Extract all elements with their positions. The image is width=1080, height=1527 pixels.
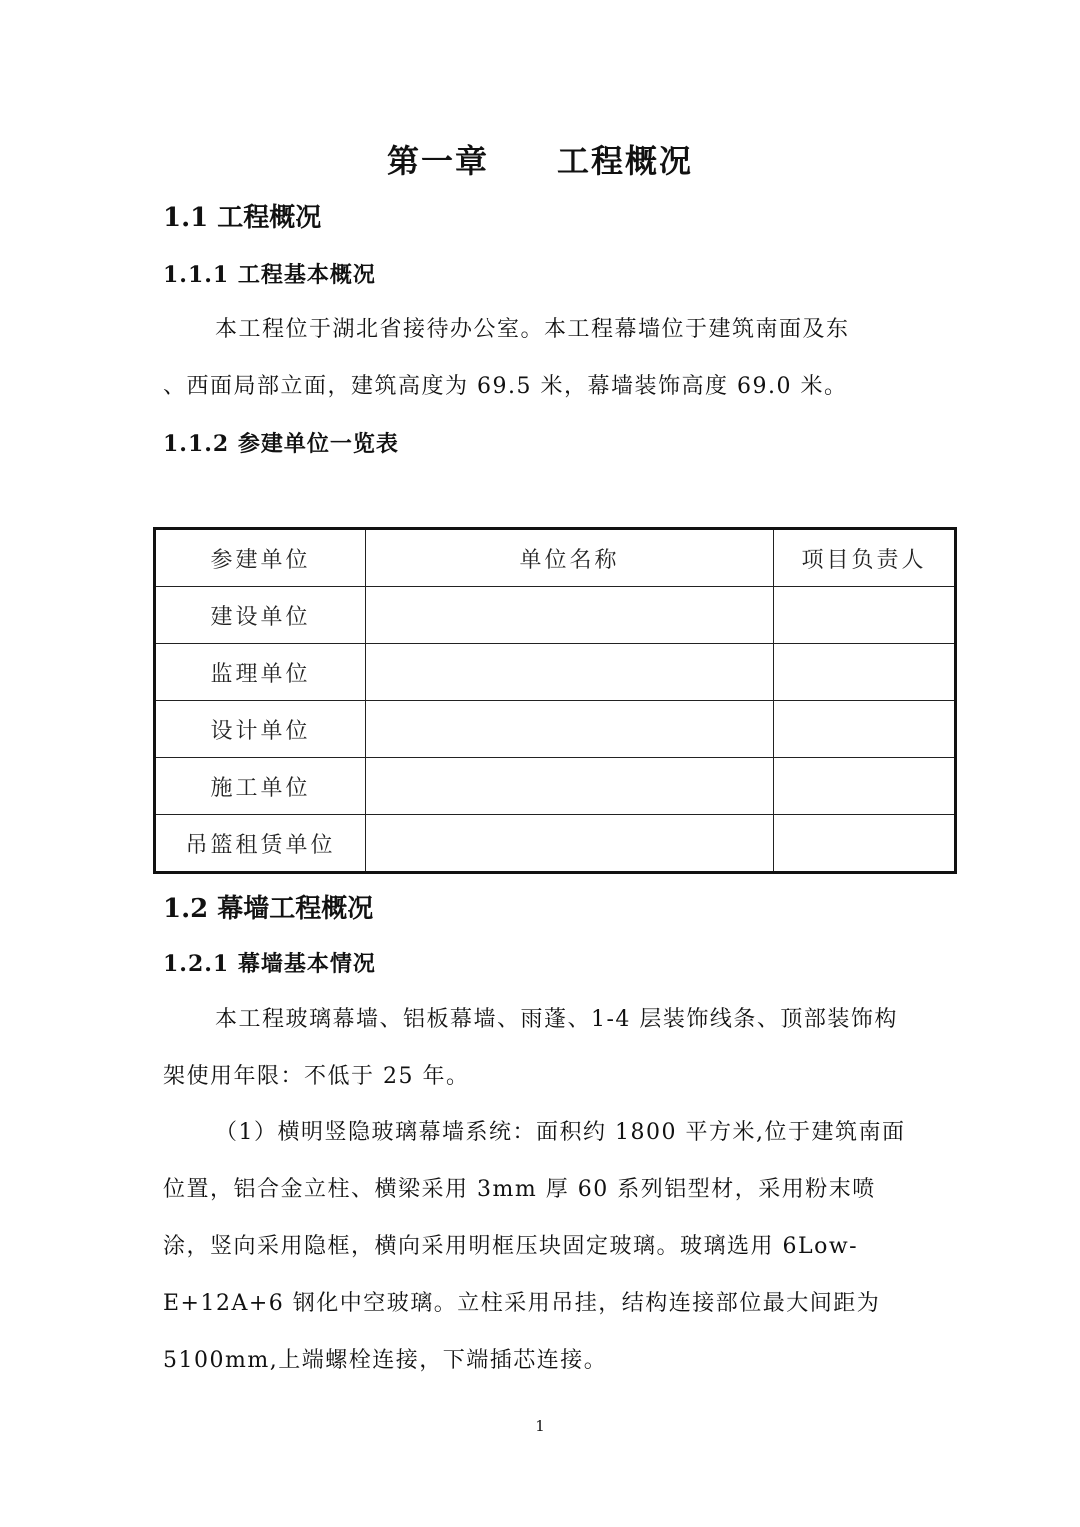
table-cell-manager xyxy=(774,701,956,758)
paragraph-project-overview xyxy=(163,301,915,415)
table-cell-manager xyxy=(774,815,956,873)
table-cell-unit-name xyxy=(366,644,774,701)
table-cell-unit-name xyxy=(366,815,774,873)
table-cell-unit-type: 设计单位 xyxy=(155,701,366,758)
table-row xyxy=(155,815,956,873)
table-cell-unit-type: 施工单位 xyxy=(155,758,366,815)
section-heading-1-1-2: 1.1.2 参建单位一览表 xyxy=(163,431,399,457)
section-heading-1-2-1: 1.2.1 幕墙基本情况 xyxy=(163,951,376,977)
paragraph-text: 本工程玻璃幕墙、铝板幕墙、雨蓬、1-4 层装饰线条、顶部装饰构架使用年限：不低于 25 年。 xyxy=(163,1007,898,1089)
table-cell-unit-name xyxy=(366,701,774,758)
chapter-title: 第一章 工程概况 xyxy=(386,142,693,180)
table-row xyxy=(155,701,956,758)
table-row xyxy=(155,758,956,815)
paragraph-service-life xyxy=(163,991,915,1105)
paragraph-line: 、西面局部立面，建筑高度为 69.5 米，幕墙装饰高度 69.0 米。 xyxy=(163,374,848,399)
section-heading-1-1-1: 1.1.1 工程基本概况 xyxy=(163,262,376,288)
table-header-cell: 参建单位 xyxy=(155,529,366,587)
table-cell-manager xyxy=(774,758,956,815)
table-row xyxy=(155,587,956,644)
table-header-cell: 单位名称 xyxy=(366,529,774,587)
table-cell-unit-name xyxy=(366,587,774,644)
table-cell-manager xyxy=(774,587,956,644)
table-cell-unit-type: 监理单位 xyxy=(155,644,366,701)
page-number: 1 xyxy=(535,1417,545,1435)
section-heading-1-1: 1.1 工程概况 xyxy=(163,203,322,233)
paragraph-line: 本工程位于湖北省接待办公室。本工程幕墙位于建筑南面及东 xyxy=(215,317,850,342)
table-cell-unit-type: 建设单位 xyxy=(155,587,366,644)
table-cell-unit-name xyxy=(366,758,774,815)
paragraph-curtain-wall-system xyxy=(163,1104,915,1389)
table-row xyxy=(155,644,956,701)
participating-units-table xyxy=(153,527,957,874)
table-header-row xyxy=(155,529,956,587)
table-cell-manager xyxy=(774,644,956,701)
table-header-cell: 项目负责人 xyxy=(774,529,956,587)
section-heading-1-2: 1.2 幕墙工程概况 xyxy=(163,894,374,924)
table-cell-unit-type: 吊篮租赁单位 xyxy=(155,815,366,873)
paragraph-text: （1）横明竖隐玻璃幕墙系统：面积约 1800 平方米,位于建筑南面位置，铝合金立柱、横梁采用 3mm 厚 60 系列铝型材，采用粉末喷涂，竖向采用隐框，横向采用明框压块固定玻璃。玻璃选用 6Low-E+12A+6 钢化中空玻璃。立柱采用吊挂，结构连接部位最大间距为 5100mm,上端螺栓连接，下端插芯连接。 xyxy=(163,1120,906,1373)
